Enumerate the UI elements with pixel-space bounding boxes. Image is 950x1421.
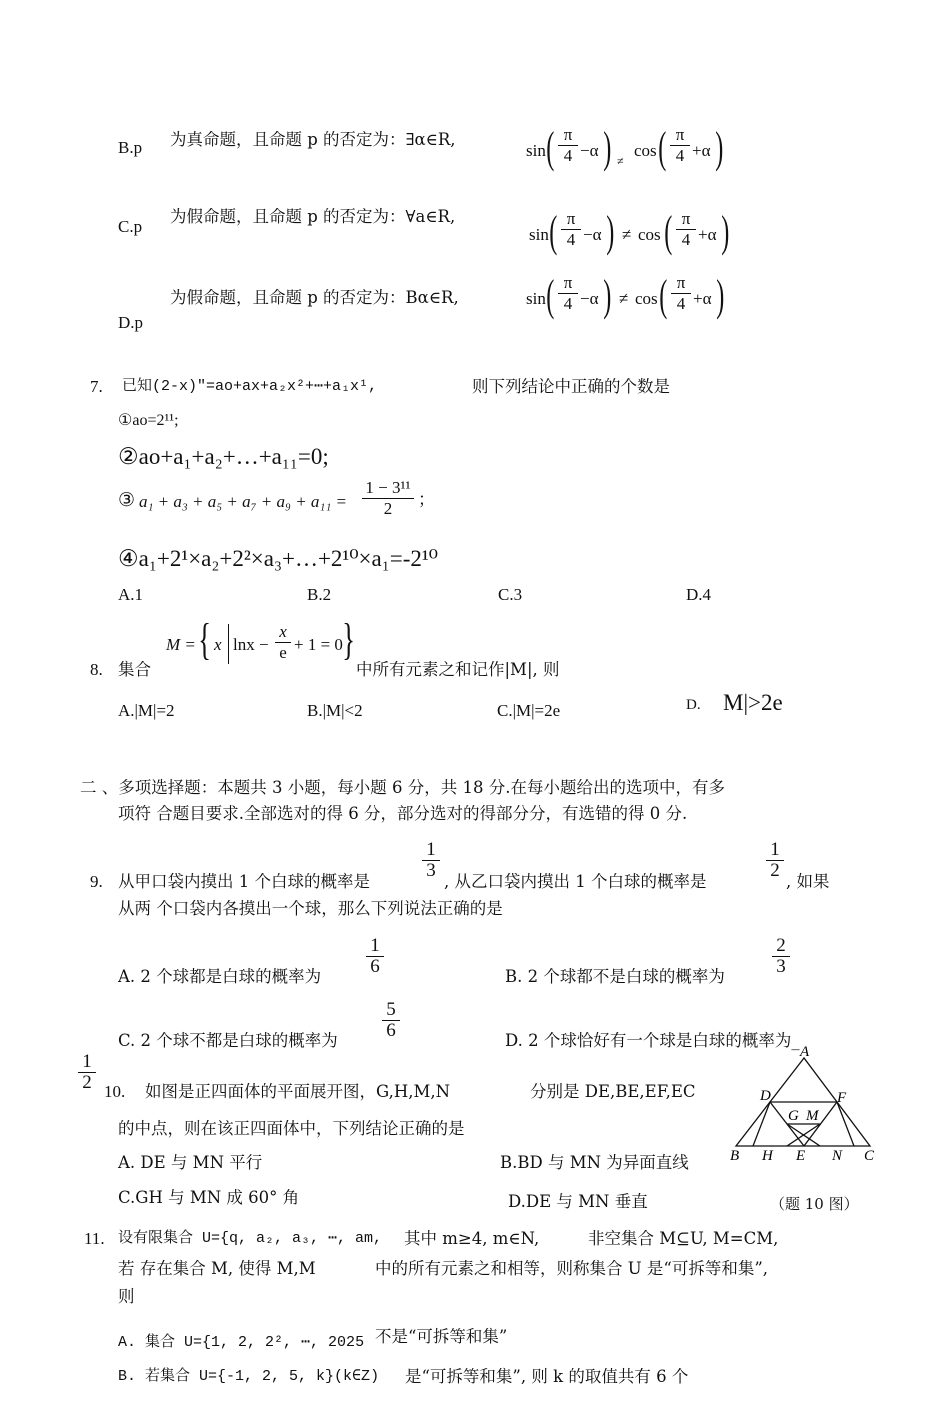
q8-option-b: B.|M|<2 [307,701,363,720]
q10-number: 10. [104,1082,126,1101]
q7-statement-4: ④a₁+2¹×a₂+2²×a₃+…+2¹⁰×a₁=-2¹⁰ [118,546,438,571]
q11-number: 11. [84,1229,105,1248]
neq-sign: ≠ [619,289,629,308]
q8-word: 集合 [118,660,151,679]
q8-option-d-label: D. [686,697,701,713]
q11-option-b: B. 若集合 U={-1, 2, 5, k}(k∈Z) [118,1368,380,1385]
q9-line-1c: , 如果 [786,872,830,891]
tetrahedron-net-figure [724,1040,882,1164]
fraction-1-2-d: 1 2 [78,1052,96,1093]
q8-option-d-value: M|>2e [723,690,783,715]
point-h-label: H [762,1148,773,1164]
q6-option-c-label: C.p [118,217,143,236]
q9-line-1a: 从甲口袋内摸出 1 个白球的概率是 [118,872,370,891]
fraction-1-2: 1 2 [766,840,784,881]
q7-number: 7. [90,377,103,396]
plus-alpha: +α [693,289,712,308]
fraction-x-over-e: x e [275,622,291,663]
q11-line-2b: 中的所有元素之和相等，则称集合 U 是“可拆等和集”, [375,1259,769,1278]
q9-option-b: B. 2 个球都不是白球的概率为 [505,967,725,986]
q11-line-3: 则 [118,1287,135,1306]
fraction-pi-4: π 4 [561,209,581,250]
q10-figure-caption: （题 10 图） [770,1195,859,1213]
point-m-label: M [806,1108,819,1124]
circled-3: ③ [118,490,136,511]
q10-option-c: C.GH 与 MN 成 60° 角 [118,1188,300,1207]
q10-option-a: A. DE 与 MN 平行 [118,1153,263,1172]
fraction-pi-4: π 4 [558,125,578,166]
q10-line-1: 如图是正四面体的平面展开图，G,H,M,N [145,1082,451,1101]
fraction-5-6: 5 6 [382,1000,400,1041]
set-m: M = [166,635,196,654]
minus-alpha: −α [583,225,602,244]
fraction-pi-4: π 4 [558,273,578,314]
point-e-label: E [796,1148,806,1164]
point-b-label: B [730,1148,740,1164]
set-x: x [214,635,222,654]
q6-option-d-label: D.p [118,313,144,332]
q11-line-1b: 其中 m≥4, m∈N, [404,1229,540,1248]
point-f-label: F [837,1090,847,1106]
point-g-label: G [788,1108,799,1124]
q8-number: 8. [90,660,103,679]
q7-s3-expression: a₁ + a₃ + a₅ + a₇ + a₉ + a₁₁ = [139,492,347,511]
q8-stem: 中所有元素之和记作|M|, 则 [356,660,560,679]
q11-option-a-tail: 不是“可拆等和集” [375,1327,508,1346]
q7-statement-1: ①ao=2¹¹; [118,412,179,429]
q7-option-b: B.2 [307,585,332,604]
q9-number: 9. [90,872,103,891]
q7-stem: 已知(2-x)″=ao+ax+a₂x²+⋯+a₁x¹, [122,378,378,395]
set-tail: + 1 = 0 [294,635,343,654]
q11-line-1c: 非空集合 M⊆U, M=CM, [588,1229,779,1248]
q6-option-c-text: 为假命题，且命题 p 的否定为：∀a∈R, [170,207,456,226]
sin-fn: sin [529,225,549,244]
q10-option-b: B.BD 与 MN 为异面直线 [500,1153,689,1172]
q9-line-2: 从两 个口袋内各摸出一个球，那么下列说法正确的是 [118,899,503,918]
point-d-label: D [760,1088,771,1104]
q8-option-c: C.|M|=2e [497,701,561,720]
neq-sign: ≠ [617,154,624,168]
q7-s3-end: ； [418,490,435,509]
point-n-label: N [832,1148,843,1164]
fraction-1-3: 1 3 [422,840,440,881]
q10-line-2: 的中点，则在该正四面体中，下列结论正确的是 [118,1119,465,1138]
q7-option-c: C.3 [498,585,523,604]
fraction-pi-4: π 4 [676,209,696,250]
q7-option-a: A.1 [118,585,144,604]
fraction-1-minus-3-11-over-2: 1 − 3¹¹ 2 [362,478,414,519]
q6-option-b-label: B.p [118,138,143,157]
point-a-label: A [800,1044,810,1060]
cos-fn: cos [638,225,661,244]
neq-sign: ≠ [622,225,632,244]
q9-option-d: D. 2 个球恰好有一个球是白球的概率为_ [505,1031,800,1050]
q7-option-d: D.4 [686,585,712,604]
q7-stem-2: 则下列结论中正确的个数是 [472,377,670,396]
fraction-2-3: 2 3 [772,936,790,977]
q11-line-1a: 设有限集合 U={q, a₂, a₃, ⋯, am, [118,1230,383,1247]
section-2-line-1: 二 、多项选择题：本题共 3 小题，每小题 6 分，共 18 分.在每小题给出的选项中，有多 [80,778,725,797]
fraction-pi-4: π 4 [671,273,691,314]
q9-option-c: C. 2 个球不都是白球的概率为 [118,1031,338,1050]
section-2-line-2: 项符 合题目要求.全部选对的得 6 分，部分选对的得部分分，有选错的得 0 分. [118,804,688,823]
q8-option-a: A.|M|=2 [118,701,175,720]
q7-statement-2: ②ao+a₁+a₂+…+a₁₁=0; [118,444,329,469]
q9-line-1b: , 从乙口袋内摸出 1 个白球的概率是 [444,872,707,891]
minus-alpha: −α [580,289,599,308]
q10-line-1b: 分别是 DE,BE,EF,EC [530,1082,696,1101]
q11-option-b-tail: 是“可拆等和集”, 则 k 的取值共有 6 个 [405,1367,689,1386]
sin-fn: sin [526,289,546,308]
fraction-pi-4: π 4 [670,125,690,166]
point-c-label: C [864,1148,875,1164]
q11-line-2a: 若 存在集合 M, 使得 M,M [118,1259,316,1278]
q9-option-a: A. 2 个球都是白球的概率为 [118,967,322,986]
q6-option-b-text: 为真命题，且命题 p 的否定为：∃α∈R, [170,130,456,149]
q6-option-d-text: 为假命题，且命题 p 的否定为：Bα∈R, [170,288,459,307]
sin-fn: sin [526,141,546,160]
plus-alpha: +α [698,225,717,244]
q11-option-a: A. 集合 U={1, 2, 2², ⋯, 2025 [118,1334,365,1351]
set-ln: lnx − [233,635,269,654]
cos-fn: cos [635,289,658,308]
fraction-1-6: 1 6 [366,936,384,977]
minus-alpha: −α [580,141,599,160]
plus-alpha: +α [692,141,711,160]
cos-fn: cos [634,141,657,160]
q10-option-d: D.DE 与 MN 垂直 [508,1192,648,1211]
